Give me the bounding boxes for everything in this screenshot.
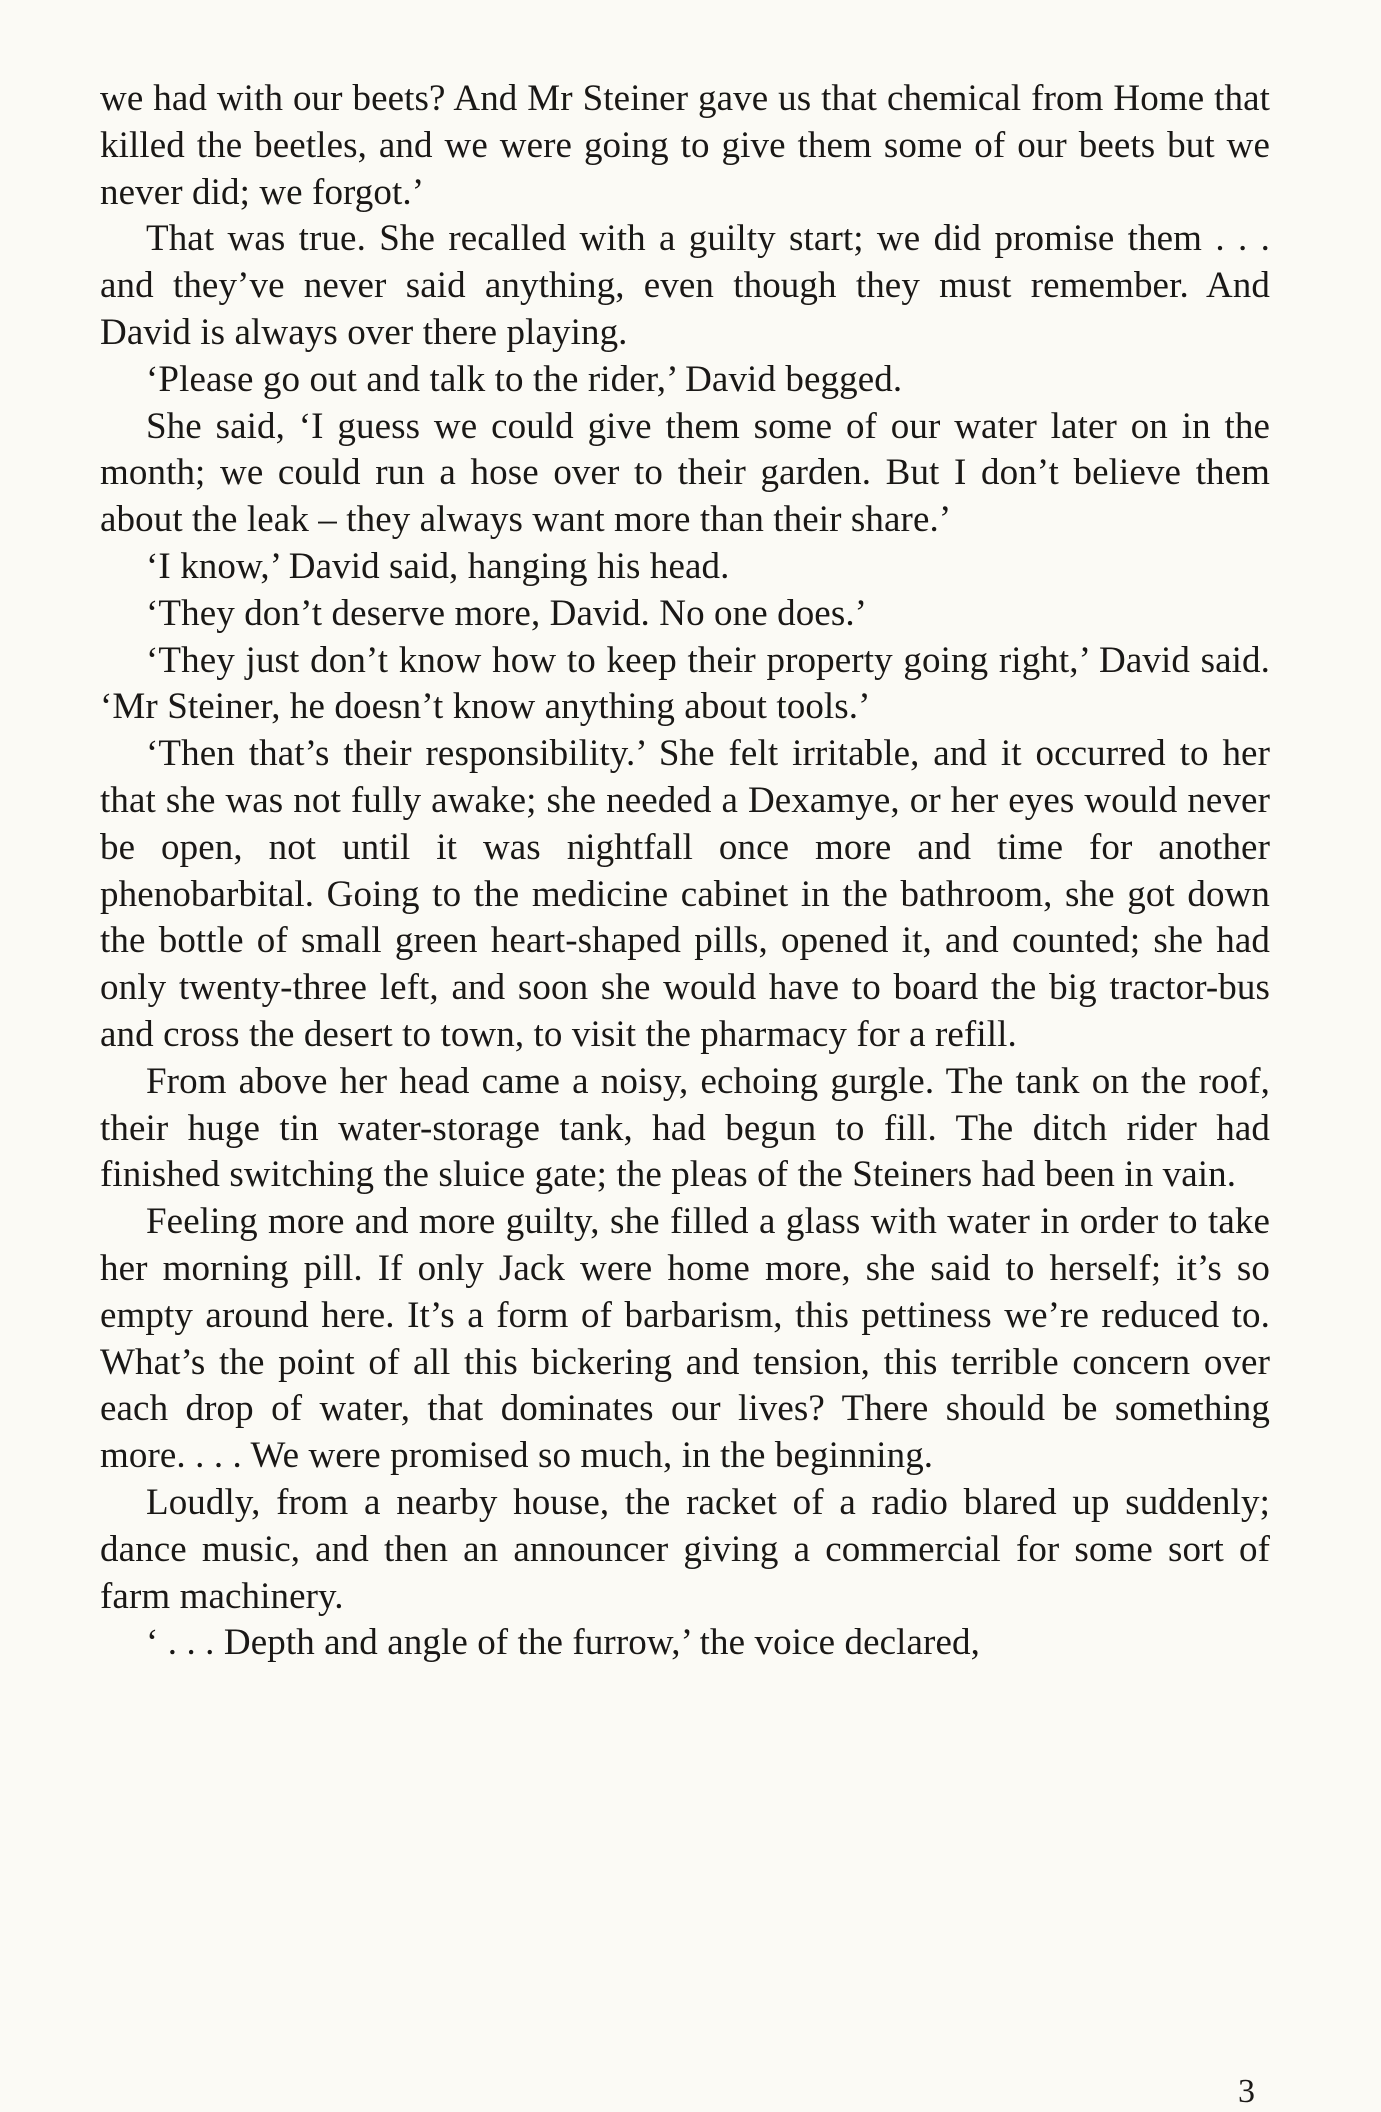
paragraph: From above her head came a noisy, echoing gurgle. The tank on the roof, their huge tin water-storage tank, had begun to fill. The ditch rider had finished switching the sluice gate; the pleas of the Steiners had been in vain. [100, 1060, 1270, 1196]
paragraph: Loudly, from a nearby house, the racket of a radio blared up suddenly; dance music, and then an announcer giving a commercial for some sort of farm machinery. [100, 1481, 1270, 1617]
paragraph: ‘Please go out and talk to the rider,’ David begged. [146, 358, 903, 400]
paragraph: ‘I know,’ David said, hanging his head. [146, 545, 730, 587]
paragraph: Feeling more and more guilty, she filled a glass with water in order to take her morning pill. If only Jack were home more, she said to herself; it’s so empty around here. It’s a form of barbarism, this pettiness we’re reduced to. What’s the point of all this bickering and tension, this terrible concern over each drop of water, that dominates our lives? There should be something more. . . . We were promised so much, in the beginning. [100, 1201, 1270, 1477]
paragraph: She said, ‘I guess we could give them some of our water later on in the month; we could run a hose over to their garden. But I don’t believe them about the leak – they always want more than their share.’ [100, 405, 1270, 541]
paragraph: ‘ . . . Depth and angle of the furrow,’ the voice declared, [146, 1622, 980, 1664]
paragraph: ‘Then that’s their responsibility.’ She felt irritable, and it occurred to her that she was not fully awake; she needed a Dexamye, or her eyes would never be open, not until it was nightfall once more and time for another phenobarbital. Going to the medicine cabinet in the bathroom, she got down the bottle of small green heart-shaped pills, opened it, and counted; she had only twenty-three left, and soon she would have to board the big tractor-bus and cross the desert to town, to visit the pharmacy for a refill. [100, 733, 1270, 1055]
paragraph: ‘They just don’t know how to keep their property going right,’ David said. ‘Mr Steiner, he doesn’t know anything about tools.’ [100, 639, 1270, 728]
body-text [100, 76, 1270, 1667]
page-number: 3 [1238, 2073, 1255, 2110]
paragraph-continuation: we had with our beets? And Mr Steiner gave us that chemical from Home that killed the beetles, and we were going to give them some of our beets but we never did; we forgot.’ [100, 78, 1270, 213]
paragraph: ‘They don’t deserve more, David. No one does.’ [146, 592, 868, 634]
paragraph: That was true. She recalled with a guilty start; we did promise them . . . and they’ve never said anything, even though they must remember. And David is always over there playing. [100, 218, 1270, 353]
